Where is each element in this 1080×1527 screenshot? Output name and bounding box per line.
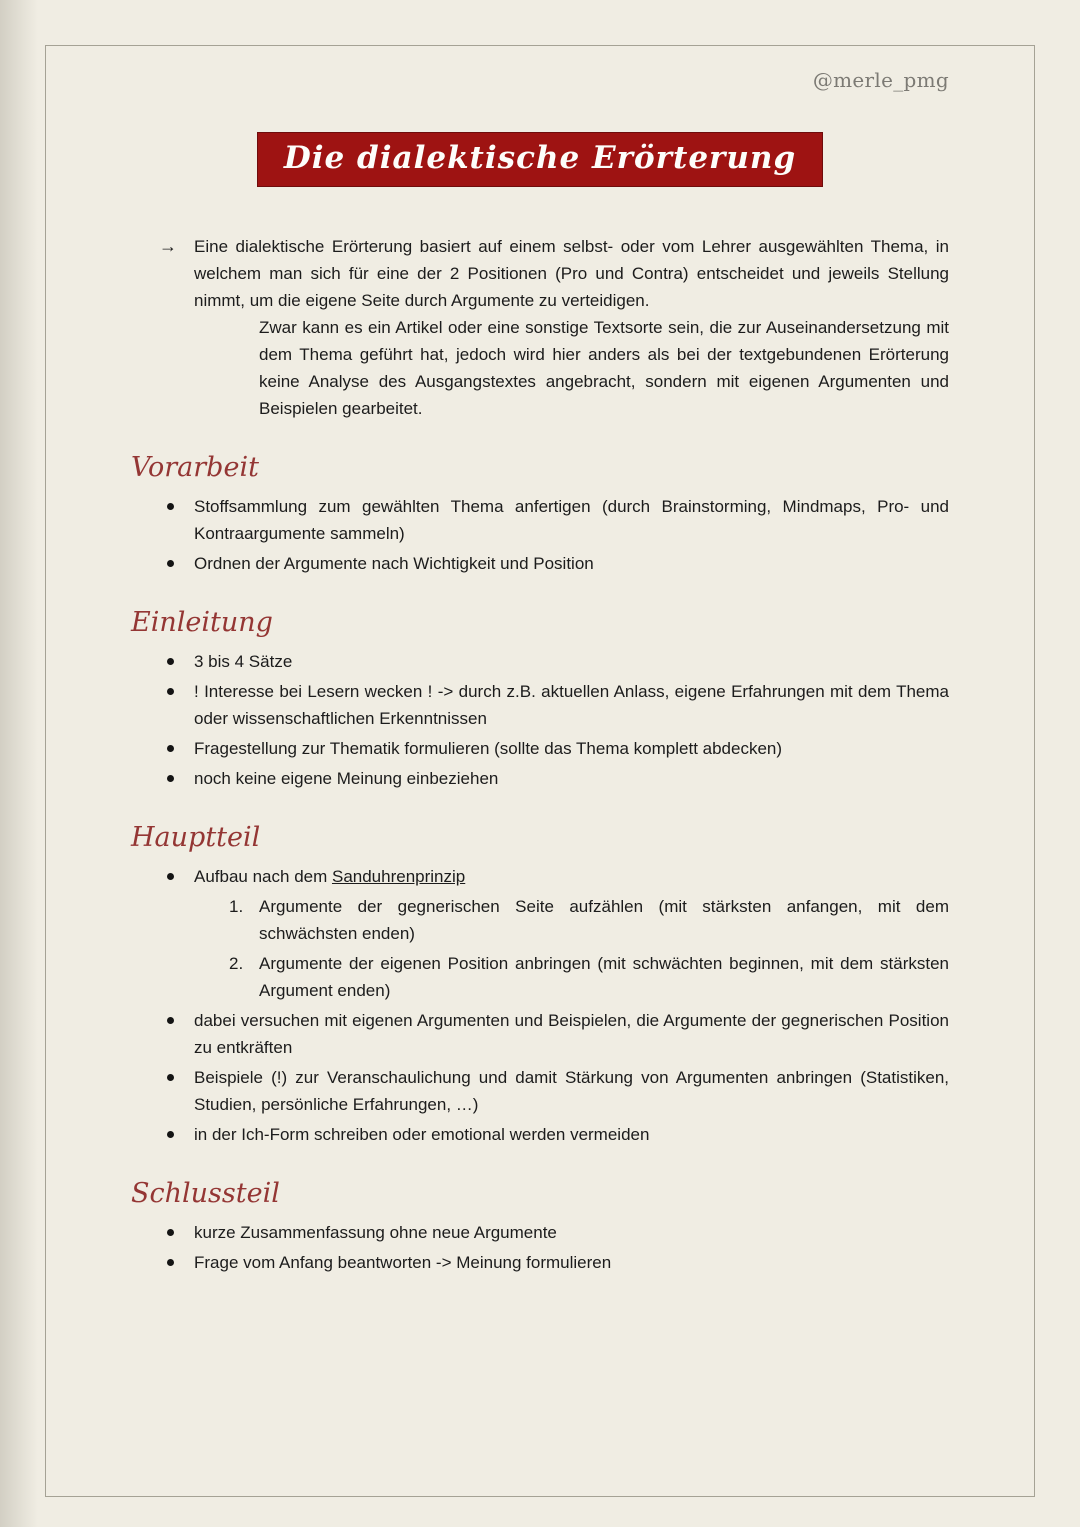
bullet-text: noch keine eigene Meinung einbeziehen — [194, 769, 499, 788]
watermark: @merle_pmg — [812, 68, 949, 92]
section-heading-schlussteil: Schlussteil — [131, 1178, 280, 1209]
bullet-text: Ordnen der Argumente nach Wichtigkeit und Position — [194, 554, 594, 573]
bullet-text: 3 bis 4 Sätze — [194, 652, 293, 671]
section-heading-einleitung: Einleitung — [131, 607, 273, 638]
list-item — [131, 1064, 949, 1118]
bullet-text: ! Interesse bei Lesern wecken ! -> durch z.B. aktuellen Anlass, eigene Erfahrungen mit dem Thema oder wissenschaftlichen Erkenntnissen — [194, 682, 949, 728]
document-page — [45, 45, 1035, 1497]
section-heading-hauptteil: Hauptteil — [131, 822, 261, 853]
bullet-text: in der Ich-Form schreiben oder emotional werden vermeiden — [194, 1125, 650, 1144]
list-item — [131, 735, 949, 762]
arrow-icon: → — [159, 236, 177, 256]
bullet-text — [194, 863, 949, 890]
bullet-text: dabei versuchen mit eigenen Argumenten und Beispielen, die Argumente der gegnerischen Position zu entkräften — [194, 1011, 949, 1057]
bullet-icon — [167, 1229, 174, 1236]
list-item — [131, 1219, 949, 1246]
intro-text: Eine dialektische Erörterung basiert auf einem selbst- oder vom Lehrer ausgewählten Thema, in welchem man sich für eine der 2 Positionen (Pro und Contra) entscheidet und jeweils Stellung nimmt, um die eigene Seite durch Argumente zu verteidigen. — [194, 237, 949, 310]
list-item — [131, 493, 949, 547]
numbered-item-marker: 2. — [229, 954, 244, 973]
bullet-text-underlined: Sanduhrenprinzip — [331, 867, 466, 886]
intro-block — [131, 233, 949, 314]
title-banner — [257, 132, 823, 187]
bullet-icon — [167, 658, 174, 665]
list-item — [131, 1249, 949, 1276]
bullet-icon — [167, 688, 174, 695]
list-item — [131, 550, 949, 577]
numbered-item-text: Argumente der gegnerischen Seite aufzählen (mit stärksten anfangen, mit dem schwächsten enden) — [259, 897, 949, 943]
bullet-icon — [167, 873, 174, 880]
list-item — [131, 648, 949, 675]
list-item — [131, 863, 949, 890]
bullet-icon — [167, 1074, 174, 1081]
numbered-item-marker: 1. — [229, 897, 244, 916]
bullet-text-prefix: Aufbau nach dem — [194, 867, 332, 886]
bullet-text: Beispiele (!) zur Veranschaulichung und damit Stärkung von Argumenten anbringen (Statistiken, Studien, persönliche Erfahrungen, …) — [194, 1068, 949, 1114]
bullet-icon — [167, 745, 174, 752]
page-title: Die dialektische Erörterung — [283, 140, 797, 176]
bullet-text: Frage vom Anfang beantworten -> Meinung formulieren — [194, 1253, 612, 1272]
list-item — [131, 1121, 949, 1148]
section-heading-vorarbeit: Vorarbeit — [131, 452, 259, 483]
bullet-icon — [167, 1017, 174, 1024]
numbered-item — [229, 893, 949, 947]
bullet-icon — [167, 560, 174, 567]
document-content — [46, 233, 1034, 1276]
bullet-icon — [167, 1259, 174, 1266]
bullet-icon — [167, 1131, 174, 1138]
bullet-icon — [167, 775, 174, 782]
bullet-icon — [167, 503, 174, 510]
bullet-text: Stoffsammlung zum gewählten Thema anfertigen (durch Brainstorming, Mindmaps, Pro- und Kontraargumente sammeln) — [194, 497, 949, 543]
page-edge-shadow — [0, 0, 38, 1527]
intro-indented-text: Zwar kann es ein Artikel oder eine sonstige Textsorte sein, die zur Auseinandersetzung mit dem Thema geführt hat, jedoch wird hier anders als bei der textgebundenen Erörterung keine Analyse des Ausgangstextes angebracht, sondern mit eigenen Argumenten und Beispielen gearbeitet. — [259, 318, 949, 418]
list-item — [131, 765, 949, 792]
numbered-item-text: Argumente der eigenen Position anbringen (mit schwächten beginnen, mit dem stärksten Argument enden) — [259, 954, 949, 1000]
list-item — [131, 1007, 949, 1061]
numbered-item — [229, 950, 949, 1004]
list-item — [131, 678, 949, 732]
bullet-text: Fragestellung zur Thematik formulieren (sollte das Thema komplett abdecken) — [194, 739, 783, 758]
bullet-text: kurze Zusammenfassung ohne neue Argumente — [194, 1223, 557, 1242]
